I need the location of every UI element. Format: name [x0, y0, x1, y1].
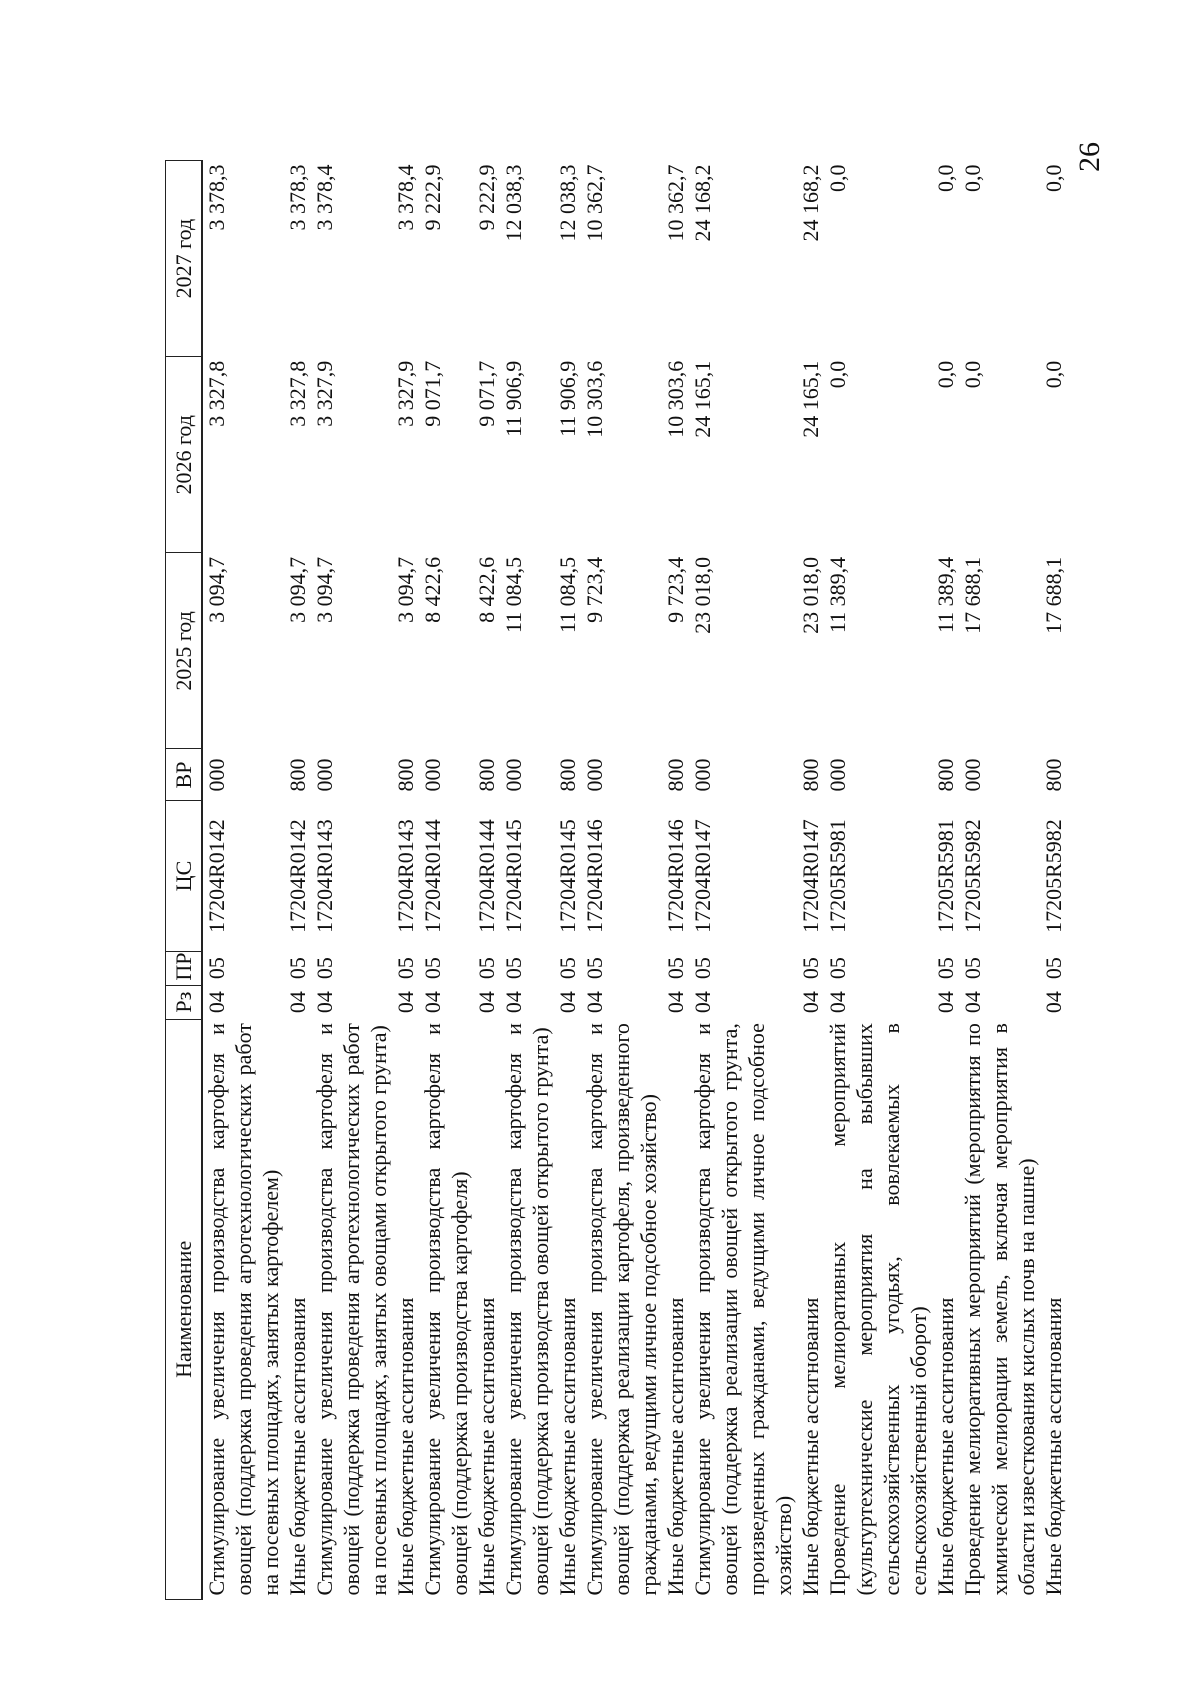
row-pr: 05 — [663, 957, 688, 980]
row-pr: 05 — [1041, 957, 1066, 980]
row-rz: 04 — [960, 991, 985, 1014]
row-name: Иные бюджетные ассигнования — [555, 1297, 580, 1596]
header-vr: ВР — [166, 749, 203, 801]
table-row — [824, 161, 932, 1600]
row-2026: 11 906,9 — [555, 360, 580, 437]
header-pr: ПР — [166, 951, 203, 985]
row-2027: 0,0 — [933, 164, 958, 192]
header-rz: Рз — [166, 985, 203, 1019]
row-2026: 24 165,1 — [690, 360, 715, 438]
row-cs: 17204R0144 — [420, 819, 445, 933]
row-2025: 3 094,7 — [285, 556, 310, 623]
table-row — [581, 161, 662, 1600]
row-rz: 04 — [933, 991, 958, 1014]
table-body — [202, 161, 1067, 1600]
row-vr: 000 — [501, 758, 526, 792]
table-row — [1040, 161, 1067, 1600]
row-cs: 17204R0142 — [204, 819, 229, 933]
row-2025: 11 389,4 — [933, 556, 958, 634]
row-2027: 3 378,3 — [204, 164, 229, 231]
row-pr: 05 — [312, 957, 337, 980]
row-2025: 11 389,4 — [825, 556, 850, 634]
row-cs: 17205R5982 — [960, 819, 985, 933]
row-2026: 9 071,7 — [474, 360, 499, 427]
table-row — [500, 161, 554, 1600]
row-2026: 10 303,6 — [663, 360, 688, 438]
row-pr: 05 — [501, 957, 526, 980]
table-row — [662, 161, 689, 1600]
row-vr: 800 — [798, 758, 823, 792]
row-2025: 23 018,0 — [690, 556, 715, 634]
row-vr: 800 — [285, 758, 310, 792]
row-2025: 9 723,4 — [663, 556, 688, 623]
row-cs: 17204R0143 — [393, 819, 418, 933]
row-2027: 3 378,4 — [393, 164, 418, 231]
row-vr: 000 — [204, 758, 229, 792]
row-pr: 05 — [933, 957, 958, 980]
row-2026: 0,0 — [1041, 360, 1066, 389]
header-name: Наименование — [166, 1019, 203, 1599]
row-2027: 9 222,9 — [474, 164, 499, 231]
row-pr: 05 — [204, 957, 229, 980]
row-2026: 0,0 — [960, 360, 985, 389]
row-vr: 800 — [933, 758, 958, 792]
row-2025: 9 723,4 — [582, 556, 607, 623]
row-pr: 05 — [393, 957, 418, 980]
row-name: Проведение мелиоративных мероприятий (мероприятия по химической мелиорации земель, включая мероприятия в области известкования кислых почв на пашне) — [960, 1023, 1039, 1596]
table-row — [419, 161, 473, 1600]
row-name: Иные бюджетные ассигнования — [285, 1297, 310, 1596]
row-pr: 05 — [582, 957, 607, 980]
row-rz: 04 — [825, 991, 850, 1014]
row-vr: 800 — [663, 758, 688, 792]
row-cs: 17204R0146 — [663, 819, 688, 933]
row-2026: 0,0 — [825, 360, 850, 389]
row-2025: 23 018,0 — [798, 556, 823, 634]
row-pr: 05 — [690, 957, 715, 980]
row-cs: 17204R0142 — [285, 819, 310, 933]
row-2026: 10 303,6 — [582, 360, 607, 438]
row-2025: 11 084,5 — [555, 556, 580, 634]
row-vr: 000 — [960, 758, 985, 792]
row-2027: 12 038,3 — [555, 164, 580, 242]
row-2027: 24 168,2 — [798, 164, 823, 242]
row-pr: 05 — [420, 957, 445, 980]
row-vr: 000 — [582, 758, 607, 792]
row-pr: 05 — [825, 957, 850, 980]
row-cs: 17204R0144 — [474, 819, 499, 933]
row-vr: 000 — [420, 758, 445, 792]
row-name: Проведение мелиоративных мероприятий (культуртехнические мероприятия на выбывших сельскохозяйственных угодьях, вовлекаемых в сельскохозяйственный оборот) — [825, 1023, 931, 1596]
row-vr: 800 — [555, 758, 580, 792]
row-name: Стимулирование увеличения производства картофеля и овощей (поддержка реализации картофеля, произведенного гражданами, ведущими личное подсобное хозяйство) — [582, 1023, 661, 1596]
row-2027: 10 362,7 — [582, 164, 607, 242]
row-name: Стимулирование увеличения производства картофеля и овощей (поддержка проведения агротехнологических работ на посевных площадях, занятых овощами открытого грунта) — [312, 1023, 391, 1596]
row-rz: 04 — [1041, 991, 1066, 1014]
row-2026: 11 906,9 — [501, 360, 526, 437]
row-2027: 0,0 — [825, 164, 850, 192]
row-vr: 000 — [312, 758, 337, 792]
row-2025: 8 422,6 — [420, 556, 445, 623]
row-rz: 04 — [663, 991, 688, 1014]
row-2025: 3 094,7 — [393, 556, 418, 623]
table-row — [311, 161, 392, 1600]
header-cs: ЦС — [166, 801, 203, 951]
row-rz: 04 — [474, 991, 499, 1014]
row-vr: 800 — [1041, 758, 1066, 792]
row-2026: 3 327,9 — [393, 360, 418, 427]
row-2027: 0,0 — [1041, 164, 1066, 192]
row-vr: 000 — [690, 758, 715, 792]
table-row — [392, 161, 419, 1600]
row-pr: 05 — [798, 957, 823, 980]
row-pr: 05 — [474, 957, 499, 980]
budget-table — [165, 160, 1067, 1600]
row-rz: 04 — [285, 991, 310, 1014]
table-row — [959, 161, 1040, 1600]
header-2025: 2025 год — [166, 553, 203, 749]
row-cs: 17204R0147 — [690, 819, 715, 933]
row-rz: 04 — [393, 991, 418, 1014]
row-rz: 04 — [312, 991, 337, 1014]
table-row — [473, 161, 500, 1600]
row-2025: 11 084,5 — [501, 556, 526, 634]
row-2026: 3 327,8 — [204, 360, 229, 427]
row-rz: 04 — [204, 991, 229, 1014]
row-2027: 10 362,7 — [663, 164, 688, 242]
row-rz: 04 — [420, 991, 445, 1014]
row-2025: 17 688,1 — [1041, 556, 1066, 634]
row-name: Иные бюджетные ассигнования — [1041, 1297, 1066, 1596]
row-2025: 17 688,1 — [960, 556, 985, 634]
row-2027: 3 378,4 — [312, 164, 337, 231]
table-row — [554, 161, 581, 1600]
page-number: 26 — [1073, 142, 1106, 172]
row-cs: 17205R5982 — [1041, 819, 1066, 933]
row-2027: 9 222,9 — [420, 164, 445, 231]
table-row — [797, 161, 824, 1600]
row-rz: 04 — [798, 991, 823, 1014]
row-2025: 3 094,7 — [312, 556, 337, 623]
row-name: Иные бюджетные ассигнования — [474, 1297, 499, 1596]
row-vr: 800 — [474, 758, 499, 792]
row-name: Иные бюджетные ассигнования — [798, 1297, 823, 1596]
row-name: Иные бюджетные ассигнования — [663, 1297, 688, 1596]
row-vr: 000 — [825, 758, 850, 792]
row-pr: 05 — [285, 957, 310, 980]
row-cs: 17205R5981 — [933, 819, 958, 933]
row-name: Иные бюджетные ассигнования — [933, 1297, 958, 1596]
row-2026: 3 327,8 — [285, 360, 310, 427]
row-2025: 8 422,6 — [474, 556, 499, 623]
row-cs: 17205R5981 — [825, 819, 850, 933]
header-2026: 2026 год — [166, 357, 203, 553]
row-rz: 04 — [690, 991, 715, 1014]
row-2027: 24 168,2 — [690, 164, 715, 242]
header-2027: 2027 год — [166, 161, 203, 357]
rotated-table-container — [165, 160, 1066, 1600]
row-vr: 800 — [393, 758, 418, 792]
row-cs: 17204R0143 — [312, 819, 337, 933]
row-2025: 3 094,7 — [204, 556, 229, 623]
row-name: Стимулирование увеличения производства картофеля и овощей (поддержка производства картофеля) — [420, 1023, 472, 1596]
row-name: Стимулирование увеличения производства картофеля и овощей (поддержка производства овощей открытого грунта) — [501, 1023, 553, 1596]
row-name: Стимулирование увеличения производства картофеля и овощей (поддержка проведения агротехнологических работ на посевных площадях, занятых картофелем) — [204, 1023, 283, 1596]
row-2027: 0,0 — [960, 164, 985, 192]
row-rz: 04 — [555, 991, 580, 1014]
row-2026: 3 327,9 — [312, 360, 337, 427]
row-name: Иные бюджетные ассигнования — [393, 1297, 418, 1596]
row-cs: 17204R0146 — [582, 819, 607, 933]
row-2027: 3 378,3 — [285, 164, 310, 231]
table-header-row — [166, 161, 203, 1600]
row-name: Стимулирование увеличения производства картофеля и овощей (поддержка реализации овощей открытого грунта, произведенных гражданами, ведущими личное подсобное хозяйство) — [690, 1023, 796, 1596]
row-2026: 9 071,7 — [420, 360, 445, 427]
row-rz: 04 — [501, 991, 526, 1014]
table-row — [689, 161, 797, 1600]
row-rz: 04 — [582, 991, 607, 1014]
row-2026: 0,0 — [933, 360, 958, 389]
row-pr: 05 — [960, 957, 985, 980]
row-cs: 17204R0145 — [555, 819, 580, 933]
table-row — [932, 161, 959, 1600]
row-cs: 17204R0147 — [798, 819, 823, 933]
row-pr: 05 — [555, 957, 580, 980]
table-row — [284, 161, 311, 1600]
row-2026: 24 165,1 — [798, 360, 823, 438]
row-2027: 12 038,3 — [501, 164, 526, 242]
row-cs: 17204R0145 — [501, 819, 526, 933]
table-row — [202, 161, 284, 1600]
